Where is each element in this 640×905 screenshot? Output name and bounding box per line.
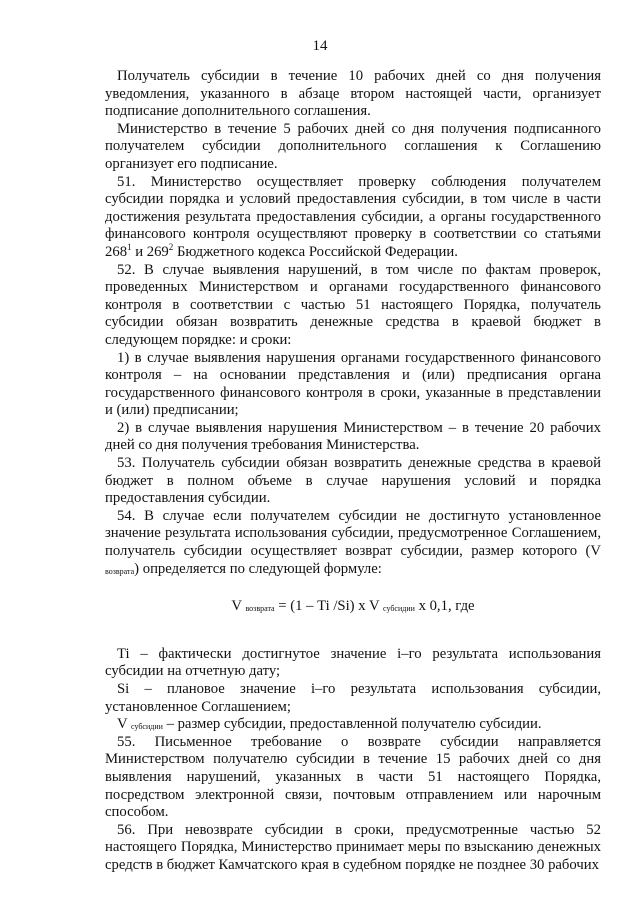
formula-v-return: V (231, 598, 246, 615)
paragraph-54-end: ) определяется по следующей формуле: (134, 560, 382, 577)
paragraph-54-text: 54. В случае если получателем субсидии не достигнуто установленное значение результата использования субсидии, предусмотренное Соглашением, получатель субсидии осуществляет возврат субсидии, размер которого (V (105, 507, 601, 560)
definition-si: Si – плановое значение i–го результата использования субсидии, установленное Соглашением; (105, 681, 601, 715)
formula-subscript-return: возврата (245, 604, 275, 614)
formula-middle: = (1 – Ti /Si) x V (274, 598, 384, 615)
paragraph-56: 56. При невозврате субсидии в сроки, предусмотренные частью 52 настоящего Порядка, Министерство принимает меры по взысканию денежных средств в бюджет Камчатского края в судебном порядке не позднее 30 рабочих (105, 821, 601, 873)
formula (105, 598, 601, 616)
v-return-subscript: возврата (105, 566, 135, 576)
definition-v: V (117, 716, 132, 733)
definition-ti: Ti – фактически достигнутое значение i–го результата использования субсидии на отчетную дату; (105, 645, 601, 680)
definition-subscript: субсидии (131, 722, 163, 732)
paragraph-51-and: и 269 (131, 243, 169, 260)
formula-subscript-subsidy: субсидии (383, 604, 415, 614)
paragraph-2: Министерство в течение 5 рабочих дней со дня получения подписанного получателем субсидии дополнительного соглашения к Соглашению организует его подписание. (105, 120, 601, 172)
definition-v-subsidy (105, 716, 601, 734)
definition-v-text: – размер субсидии, предоставленной получателю субсидии. (162, 716, 542, 733)
formula-end: x 0,1, где (414, 598, 475, 615)
document-body (105, 68, 601, 875)
list-item-2: 2) в случае выявления нарушения Министерством – в течение 20 рабочих дней со дня получения требования Министерства. (105, 419, 601, 454)
paragraph-51-end: Бюджетного кодекса Российской Федерации. (173, 243, 458, 260)
paragraph-1: Получатель субсидии в течение 10 рабочих дней со дня получения уведомления, указанного в абзаце втором настоящей части, организует подписание дополнительного соглашения. (105, 68, 601, 120)
paragraph-51 (105, 174, 601, 262)
list-item-1: 1) в случае выявления нарушения органами государственного финансового контроля – на основании представления и (или) предписания органа государственного финансового контроля в сроки, указанные в представлении и (или) предписании; (105, 349, 601, 419)
page-number: 14 (312, 38, 328, 54)
article-superscript-2: 2 (168, 241, 174, 252)
paragraph-55: 55. Письменное требование о возврате субсидии направляется Министерством получателю субсидии в течение 15 рабочих дней со дня выявления нарушений, указанных в части 51 настоящего Порядка, посредством электронной связи, почтовым отправлением или нарочным способом. (105, 733, 601, 821)
paragraph-53: 53. Получатель субсидии обязан возвратить денежные средства в краевой бюджет в полном объеме в случае нарушения условий и порядка предоставления субсидии. (105, 455, 601, 507)
paragraph-52: 52. В случае выявления нарушений, в том числе по фактам проверок, проведенных Министерством и органами государственного финансового контроля в соответствии с частью 51 настоящего Порядка, получатель субсидии обязан возвратить денежные средства в краевой бюджет в следующем порядке: и сроки: (105, 261, 601, 348)
article-superscript-1: 1 (127, 241, 132, 252)
paragraph-51-text: 51. Министерство осуществляет проверку соблюдения получателем субсидии порядка и условий предоставления субсидии, в том числе в части достижения результата предоставления субсидии, а органы государственного финансового контроля осуществляют проверку в соответствии со статьями 268 (105, 173, 601, 260)
paragraph-54 (105, 508, 601, 578)
